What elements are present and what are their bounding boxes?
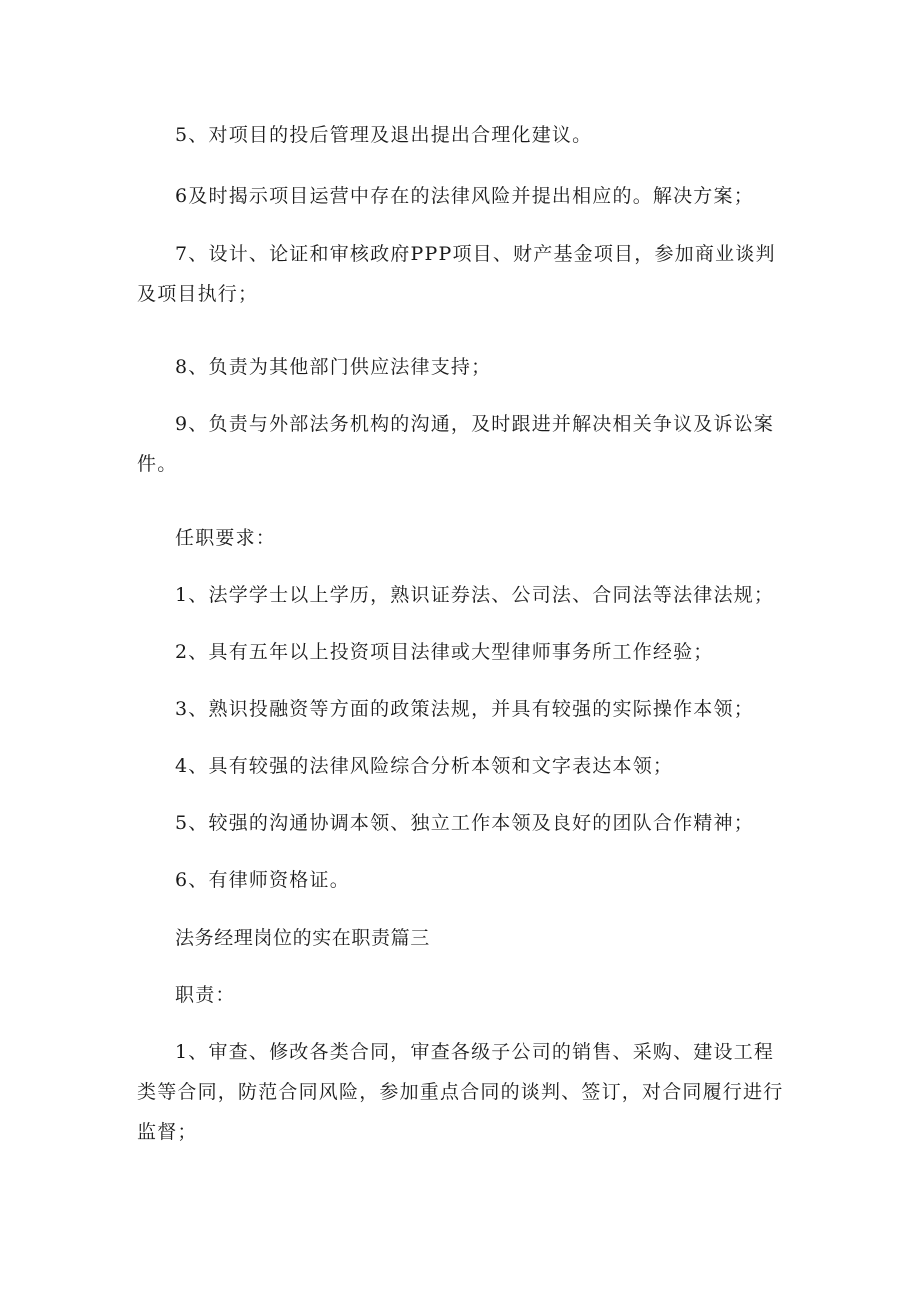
paragraph: 9、负责与外部法务机构的沟通，及时跟进并解决相关争议及诉讼案件。	[137, 413, 775, 475]
paragraph: 8、负责为其他部门供应法律支持；	[175, 356, 492, 378]
paragraph: 3、熟识投融资等方面的政策法规，并具有较强的实际操作本领；	[175, 698, 754, 720]
paragraph: 1、审查、修改各类合同，审查各级子公司的销售、采购、建设工程类等合同，防范合同风险，参加重点合同的谈判、签订，对合同履行进行监督；	[137, 1041, 784, 1143]
paragraph: 6、有律师资格证。	[175, 869, 350, 891]
section-heading: 职责：	[175, 984, 236, 1006]
paragraph: 5、对项目的投后管理及退出提出合理化建议。	[175, 124, 593, 146]
paragraph: 1、法学学士以上学历，熟识证券法、公司法、合同法等法律法规；	[175, 584, 775, 606]
paragraph: 5、较强的沟通协调本领、独立工作本领及良好的团队合作精神；	[175, 812, 754, 834]
section-heading: 任职要求：	[175, 527, 277, 549]
section-title: 法务经理岗位的实在职责篇三	[175, 927, 430, 949]
paragraph: 2、具有五年以上投资项目法律或大型律师事务所工作经验；	[175, 641, 714, 663]
paragraph: 7、设计、论证和审核政府PPP项目、财产基金项目，参加商业谈判及项目执行；	[137, 243, 776, 305]
paragraph: 6及时揭示项目运营中存在的法律风险并提出相应的。解决方案；	[175, 185, 754, 207]
paragraph: 4、具有较强的法律风险综合分析本领和文字表达本领；	[175, 755, 674, 777]
